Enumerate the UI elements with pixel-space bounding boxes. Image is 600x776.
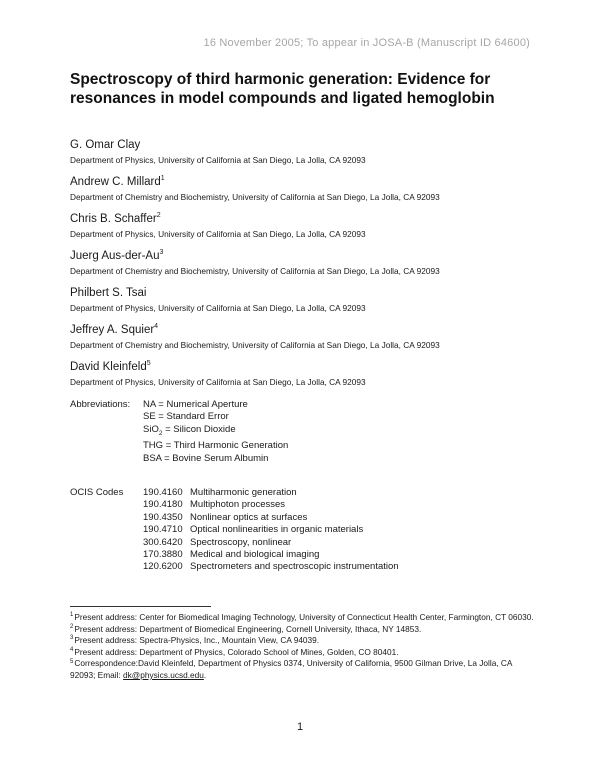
ocis-item <box>143 561 399 573</box>
ocis-label: OCIS Codes <box>70 487 124 498</box>
author-entry <box>70 138 550 175</box>
ocis-desc: Spectrometers and spectroscopic instrumentation <box>190 561 399 573</box>
ocis-code: 170.3880 <box>143 549 183 561</box>
footnote-mark: 3 <box>70 635 74 642</box>
footnote-divider <box>70 606 211 607</box>
footnote-mark: 4 <box>70 647 74 654</box>
author-name: Jeffrey A. Squier$^4$ <box>70 323 159 336</box>
ocis-code: 120.6200 <box>143 561 183 573</box>
author-footnote-mark: 4 <box>154 323 159 331</box>
ocis-code: 300.6420 <box>143 536 183 548</box>
ocis-desc: Medical and biological imaging <box>190 549 320 561</box>
ocis-item <box>143 512 399 524</box>
page-number: 1 <box>296 721 304 733</box>
footnotes <box>70 612 536 682</box>
ocis-list <box>143 487 399 574</box>
ocis-desc: Nonlinear optics at surfaces <box>190 511 308 523</box>
author-name: G. Omar Clay <box>70 139 141 151</box>
email-link[interactable]: dk@physics.ucsd.edu <box>123 669 204 680</box>
author-entry <box>70 286 550 323</box>
author-affiliation: Department of Physics, University of California at San Diego, La Jolla, CA 92093 <box>70 303 366 313</box>
footnote-mark: 5 <box>70 658 74 665</box>
author-entry <box>70 249 550 286</box>
abbreviations-label: Abbreviations: <box>70 399 131 410</box>
ocis-item <box>143 537 399 549</box>
author-name: Philbert S. Tsai <box>70 287 147 299</box>
author-affiliation: Department of Chemistry and Biochemistry, University of California at San Diego, La Jolla, CA 92093 <box>70 266 440 276</box>
abbreviation-item: SiO$_2$ = Silicon Dioxide <box>143 423 236 437</box>
footnote-mark: 1 <box>70 612 74 619</box>
ocis-item <box>143 499 399 511</box>
ocis-item <box>143 487 399 499</box>
title-line-1: Spectroscopy of third harmonic generation: Evidence for <box>70 71 491 88</box>
ocis-code: 190.4160 <box>143 487 183 498</box>
footnote-mark: 2 <box>70 623 74 630</box>
ocis-item <box>143 549 399 561</box>
paper-title <box>70 70 540 108</box>
author-footnote-mark: 2 <box>156 212 161 220</box>
author-footnote-mark: 3 <box>159 249 164 257</box>
author-entry <box>70 360 550 397</box>
abbreviation-item: NA = Numerical Aperture <box>143 399 248 410</box>
ocis-item <box>143 524 399 536</box>
ocis-desc: Multiharmonic generation <box>190 487 297 498</box>
footnote: $^3$Present address: Spectra-Physics, Inc., Mountain View, CA 94039. <box>70 635 320 646</box>
title-line-2: resonances in model compounds and ligated hemoglobin <box>70 90 495 107</box>
header-note: 16 November 2005; To appear in JOSA-B (Manuscript ID 64600) <box>203 37 530 49</box>
ocis-code: 190.4180 <box>143 499 183 511</box>
author-affiliation: Department of Chemistry and Biochemistry, University of California at San Diego, La Jolla, CA 92093 <box>70 340 440 350</box>
ocis-code: 190.4710 <box>143 524 183 536</box>
author-name: David Kleinfeld$^5$ <box>70 360 151 373</box>
ocis-desc: Multiphoton processes <box>190 499 286 511</box>
author-affiliation: Department of Physics, University of California at San Diego, La Jolla, CA 92093 <box>70 229 366 239</box>
footnote: $^5$Correspondence:David Kleinfeld, Department of Physics 0374, University of California, 9500 Gilman Drive, La Jolla, CA 92093; Email: dk@physics.ucsd.edu. <box>70 658 512 680</box>
ocis-desc: Spectroscopy, nonlinear <box>190 536 292 548</box>
abbreviation-item: THG = Third Harmonic Generation <box>143 440 289 452</box>
footnote: $^4$Present address: Department of Physics, Colorado School of Mines, Golden, CO 80401. <box>70 646 399 657</box>
author-name: Andrew C. Millard$^1$ <box>70 175 165 188</box>
footnote: $^2$Present address: Department of Biomedical Engineering, Cornell University, Ithaca, NY 14853. <box>70 623 422 634</box>
author-affiliation: Department of Physics, University of California at San Diego, La Jolla, CA 92093 <box>70 155 366 165</box>
footnote: $^1$Present address: Center for Biomedical Imaging Technology, University of Connecticut Health Center, Farmington, CT 06030. <box>70 612 534 622</box>
abbreviation-item: SE = Standard Error <box>143 411 229 423</box>
author-name: Chris B. Schaffer$^2$ <box>70 212 161 225</box>
author-affiliation: Department of Chemistry and Biochemistry, University of California at San Diego, La Jolla, CA 92093 <box>70 192 440 202</box>
author-name: Juerg Aus-der-Au$^3$ <box>70 249 164 262</box>
abbreviations-list <box>143 399 288 465</box>
author-entry <box>70 212 550 249</box>
author-footnote-mark: 1 <box>160 175 165 183</box>
abbreviation-item: BSA = Bovine Serum Albumin <box>143 452 269 464</box>
author-entry <box>70 323 550 360</box>
author-footnote-mark: 5 <box>146 360 151 368</box>
author-entry <box>70 175 550 212</box>
ocis-desc: Optical nonlinearities in organic materials <box>190 524 364 536</box>
ocis-code: 190.4350 <box>143 511 183 523</box>
author-list <box>70 138 550 397</box>
author-affiliation: Department of Physics, University of California at San Diego, La Jolla, CA 92093 <box>70 377 366 387</box>
